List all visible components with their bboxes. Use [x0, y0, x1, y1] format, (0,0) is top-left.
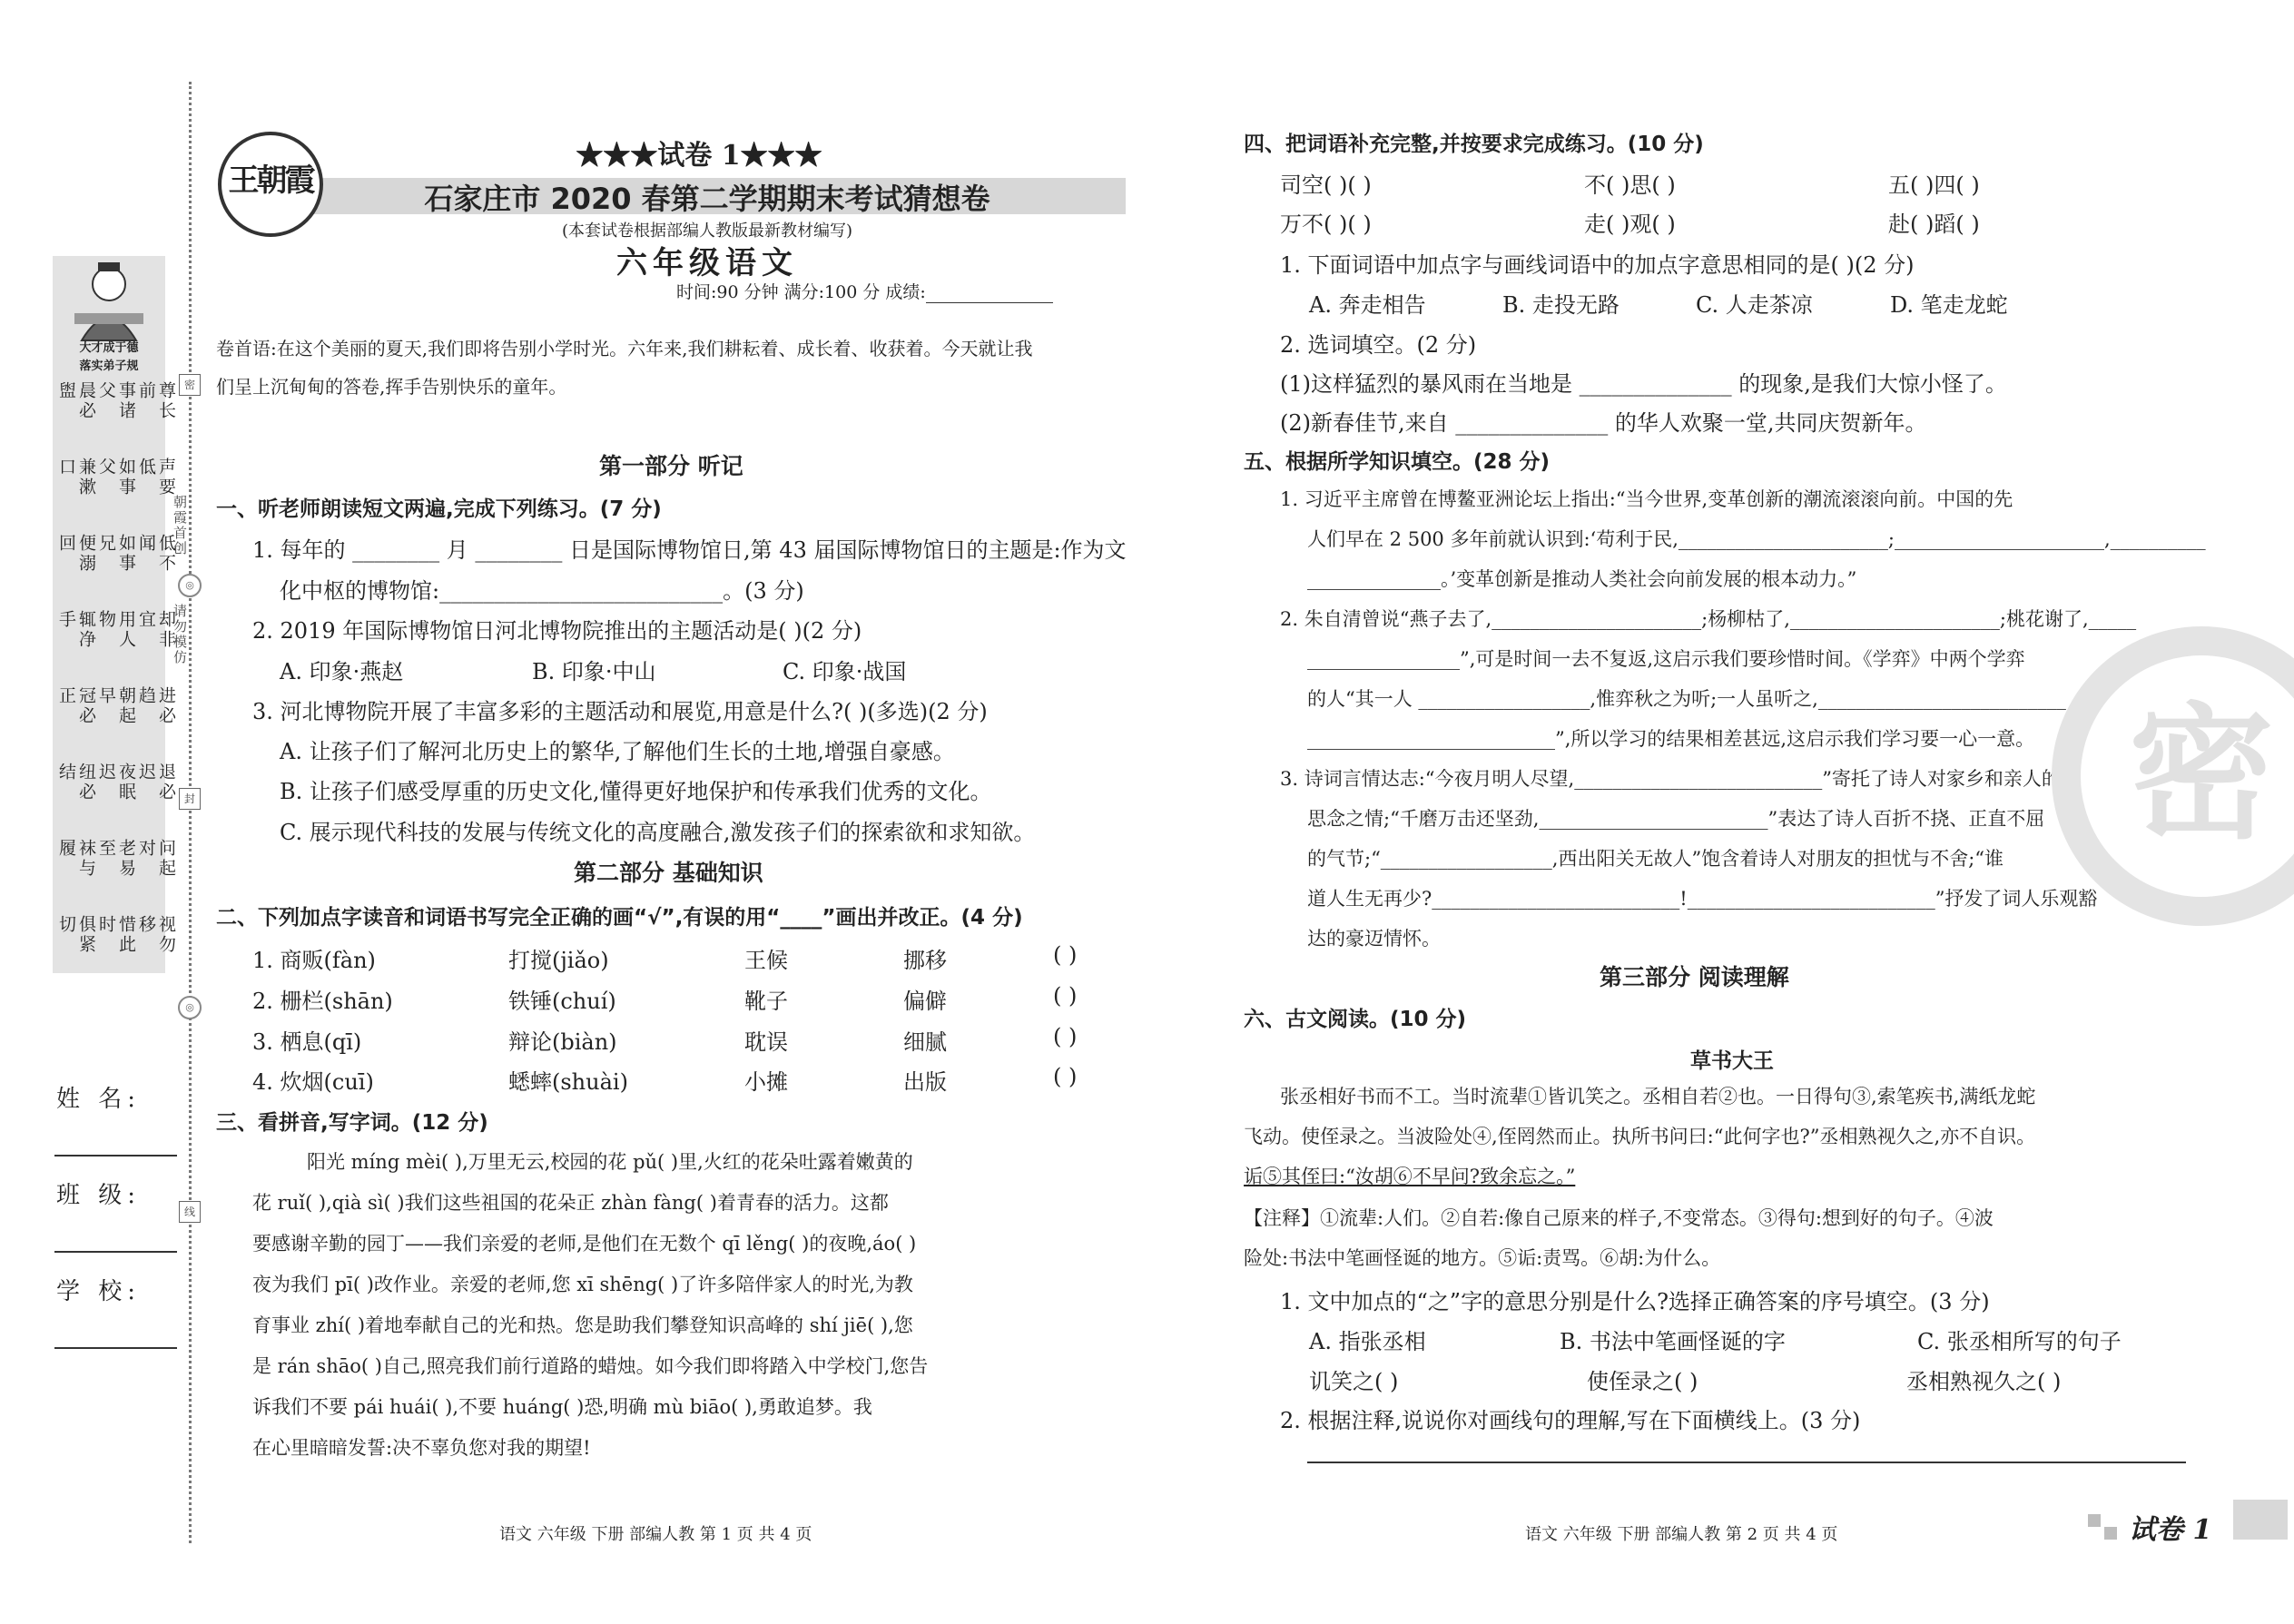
- idiom-blank[interactable]: 走( )观( ): [1584, 212, 1676, 237]
- question-heading: 四、把词语补充完整,并按要求完成练习。(10 分): [1244, 133, 1704, 156]
- brand-logo: 王朝霞: [218, 132, 323, 237]
- table-cell: 2. 栅栏(shān): [252, 989, 393, 1014]
- idiom-blank[interactable]: 司空( )( ): [1280, 172, 1372, 198]
- passage-line: 夜为我们 pī( )改作业。亲爱的老师,您 xī shēng( )了许多陪伴家人的时光,为教: [252, 1274, 913, 1295]
- fill-line: 思念之情;“千磨万击还坚劲,________________________”表达了诗人百折不挠、正直不屈: [1307, 808, 2045, 830]
- fill-line: __________________________”,所以学习的结果相差甚远,这启示我们学习要一心一意。: [1307, 728, 2035, 750]
- seal-stamp: 线: [179, 1201, 201, 1223]
- intro-text: 们呈上沉甸甸的答卷,挥手告别快乐的童年。: [216, 376, 567, 398]
- idiom-blank[interactable]: 万不( )( ): [1280, 212, 1372, 237]
- name-label: 姓 名:: [56, 1086, 142, 1113]
- school-field[interactable]: [54, 1347, 177, 1349]
- answer-blank[interactable]: 讥笑之( ): [1309, 1369, 1399, 1394]
- table-cell: 靴子: [744, 989, 788, 1014]
- option: C. 印象·战国: [783, 659, 907, 684]
- answer-blank[interactable]: ( ): [1053, 1064, 1078, 1089]
- page-label: 试卷 1: [2129, 1514, 2212, 1546]
- exam-subtitle: (本套试卷根据部编人教版最新教材编写): [561, 221, 853, 241]
- passage-line: 张丞相好书而不工。当时流辈①皆讥笑之。丞相自若②也。一日得句③,索笔疾书,满纸龙蛇: [1280, 1086, 2036, 1107]
- passage-line: 是 rán shāo( )自己,照亮我们前行道路的蜡烛。如今我们即将踏入中学校门,您告: [252, 1355, 929, 1377]
- table-cell: 4. 炊烟(cuī): [252, 1069, 374, 1095]
- confidential-watermark: 密: [2052, 626, 2294, 926]
- option: A. 让孩子们了解河北历史上的繁华,了解他们生长的土地,增强自豪感。: [280, 739, 955, 764]
- binding-hole-icon: ◎: [178, 574, 202, 597]
- answer-blank[interactable]: ( ): [1053, 1024, 1078, 1049]
- exam-meta: 时间:90 分钟 满分:100 分 成绩:: [676, 279, 1053, 303]
- page-footer: 语文 六年级 下册 部编人教 第 1 页 共 4 页: [499, 1525, 812, 1544]
- question-heading: 五、根据所学知识填空。(28 分): [1244, 450, 1551, 474]
- section-title: 第三部分 阅读理解: [1600, 964, 1789, 990]
- option: C. 张丞相所写的句子: [1917, 1329, 2122, 1354]
- option: B. 走投无路: [1502, 292, 1620, 318]
- passage-title: 草书大王: [1690, 1049, 1774, 1073]
- notes: 险处:书法中笔画怪诞的地方。⑤诟:责骂。⑥胡:为什么。: [1244, 1247, 1721, 1269]
- scholar-icon: [64, 259, 154, 342]
- question-text: 化中枢的博物馆:__________________________。(3 分): [280, 578, 804, 604]
- table-cell: 挪移: [903, 948, 947, 973]
- fill-line: 人们早在 2 500 多年前就认识到:‘苟利于民,______________________;______________________,__________: [1307, 528, 2206, 550]
- cut-line: [189, 82, 192, 1543]
- decor-square: [2088, 1514, 2101, 1527]
- motto: 大才成于德 落实弟子规: [79, 341, 139, 373]
- binding-hole-icon: ◎: [178, 996, 202, 1019]
- decor-square: [2104, 1527, 2117, 1540]
- option: C. 人走茶凉: [1696, 292, 1813, 318]
- table-cell: 出版: [903, 1069, 947, 1095]
- question-heading: 二、下列加点字读音和词语书写完全正确的画“√”,有误的用“____”画出并改正。(4 分): [216, 906, 1023, 930]
- question-heading: 三、看拼音,写字词。(12 分): [216, 1111, 488, 1135]
- question-text: 2. 选词填空。(2 分): [1280, 332, 1477, 358]
- table-cell: 辩论(biàn): [508, 1029, 617, 1055]
- question-text: 3. 河北博物院开展了丰富多彩的主题活动和展览,用意是什么?( )(多选)(2 分): [252, 699, 988, 724]
- copyright-note: 请勿模仿: [172, 604, 188, 665]
- page-footer: 语文 六年级 下册 部编人教 第 2 页 共 4 页: [1525, 1525, 1838, 1544]
- passage-line: 在心里暗暗发誓:决不辜负您对我的期望!: [252, 1437, 591, 1459]
- seal-stamp: 封: [179, 788, 201, 810]
- table-cell: 小摊: [744, 1069, 788, 1095]
- question-heading: 一、听老师朗读短文两遍,完成下列练习。(7 分): [216, 497, 662, 521]
- answer-line[interactable]: [1307, 1462, 2186, 1463]
- fill-line: 1. 习近平主席曾在博鳌亚洲论坛上指出:“当今世界,变革创新的潮流滚滚向前。中国的先: [1280, 488, 2013, 510]
- question-text: 1. 每年的 ________ 月 ________ 日是国际博物馆日,第 43 届国际博物馆日的主题是:作为文: [252, 537, 1127, 563]
- table-cell: 蟋蟀(shuài): [508, 1069, 628, 1095]
- copyright-note: 朝霞首创: [172, 495, 188, 556]
- option: B. 让孩子们感受厚重的历史文化,懂得更好地保护和传承我们优秀的文化。: [280, 779, 992, 804]
- fill-line: 2. 朱自清曾说“燕子去了,______________________;杨柳枯了,______________________;桃花谢了,_____: [1280, 608, 2137, 630]
- passage-line: 花 ruǐ( ),qià sì( )我们这些祖国的花朵正 zhàn fàng( )着青春的活力。这都: [252, 1192, 889, 1214]
- fill-line: 3. 诗词言情达志:“今夜月明人尽望,__________________________”寄托了诗人对家乡和亲人的: [1280, 768, 2061, 790]
- name-field[interactable]: [54, 1155, 177, 1156]
- table-cell: 1. 商贩(fàn): [252, 948, 376, 973]
- table-cell: 偏僻: [903, 989, 947, 1014]
- section-title: 第一部分 听记: [599, 453, 743, 479]
- option: C. 展示现代科技的发展与传统文化的高度融合,激发孩子们的探索欲和求知欲。: [280, 820, 1036, 845]
- class-label: 班 级:: [56, 1182, 142, 1209]
- passage-line: 飞动。使侄录之。当波险处④,侄罔然而止。执所书问曰:“此何字也?”丞相熟视久之,亦不自识。: [1244, 1126, 2036, 1147]
- class-field[interactable]: [54, 1251, 177, 1253]
- idiom-blank[interactable]: 不( )思( ): [1584, 172, 1676, 198]
- option: A. 印象·燕赵: [280, 659, 404, 684]
- option: B. 书法中笔画怪诞的字: [1560, 1329, 1786, 1354]
- grade-subject: 六年级语文: [616, 245, 798, 281]
- option: A. 奔走相告: [1309, 292, 1426, 318]
- underlined-sentence: 诟⑤其侄曰:“汝胡⑥不早问?致余忘之。”: [1244, 1166, 1576, 1187]
- question-text: 2. 2019 年国际博物馆日河北博物院推出的主题活动是( )(2 分): [252, 618, 862, 644]
- answer-blank[interactable]: ( ): [1053, 983, 1078, 1009]
- notes: 【注释】①流辈:人们。②自若:像自己原来的样子,不变常态。③得句:想到好的句子。④波: [1244, 1207, 1994, 1229]
- passage-line: 育事业 zhí( )着地奉献自己的光和热。您是助我们攀登知识高峰的 shí jiē( ),您: [252, 1314, 913, 1336]
- table-cell: 王候: [744, 948, 788, 973]
- question-text: 1. 文中加点的“之”字的意思分别是什么?选择正确答案的序号填空。(3 分): [1280, 1289, 1990, 1314]
- table-cell: 耽误: [744, 1029, 788, 1055]
- table-cell: 铁锤(chuí): [508, 989, 616, 1014]
- passage-line: 要感谢辛勤的园丁——我们亲爱的老师,是他们在无数个 qī lěng( )的夜晚,áo( ): [252, 1233, 917, 1255]
- question-text: (1)这样猛烈的暴风雨在当地是 ______________ 的现象,是我们大惊小怪了。: [1280, 371, 2007, 397]
- section-title: 第二部分 基础知识: [574, 860, 763, 886]
- question-text: (2)新春佳节,来自 ______________ 的华人欢聚一堂,共同庆贺新年。: [1280, 410, 1927, 436]
- idiom-blank[interactable]: 五( )四( ): [1888, 172, 1980, 198]
- option: D. 笔走龙蛇: [1890, 292, 2008, 318]
- exam-label: ★★★试卷 1★★★: [576, 140, 822, 172]
- fill-line: ______________。’变革创新是推动人类社会向前发展的根本动力。”: [1307, 568, 1857, 590]
- table-cell: 细腻: [903, 1029, 947, 1055]
- seal-stamp: 密: [179, 374, 201, 396]
- exam-title: 石家庄市 2020 春第二学期期末考试猜想卷: [424, 182, 990, 216]
- dizigui-poem: 晨必盥 事诸父 尊长前 兼漱口 如事父 声要低 便溺回 如事兄 低不闻 辄净手 用人物 却非宜 冠必正 朝起早 进必趋 纽必结 夜眠迟 退必迟 袜与履 老易至 问起对 俱紧切 惜此时 视勿移: [56, 381, 176, 955]
- question-text: 1. 下面词语中加点字与画线词语中的加点字意思相同的是( )(2 分): [1280, 252, 1915, 278]
- fill-line: 达的豪迈情怀。: [1307, 928, 1441, 950]
- table-cell: 打搅(jiǎo): [508, 948, 609, 973]
- question-heading: 六、古文阅读。(10 分): [1244, 1008, 1467, 1031]
- table-cell: 3. 栖息(qī): [252, 1029, 362, 1055]
- fill-line: ________________”,可是时间一去不复返,这启示我们要珍惜时间。《学弈》中两个学弈: [1307, 648, 2025, 670]
- passage-line: 诉我们不要 pái huái( ),不要 huáng( )恐,明确 mù biāo( ),勇敢追梦。我: [252, 1396, 872, 1418]
- fill-line: 的人“其一人 __________________,惟弈秋之为听;一人虽听之,__________________________: [1307, 688, 2066, 710]
- option: B. 印象·中山: [532, 659, 656, 684]
- intro-text: 卷首语:在这个美丽的夏天,我们即将告别小学时光。六年来,我们耕耘着、成长着、收获着。今天就让我: [216, 338, 1033, 359]
- option: A. 指张丞相: [1309, 1329, 1426, 1354]
- idiom-blank[interactable]: 赴( )蹈( ): [1888, 212, 1980, 237]
- answer-blank[interactable]: 使侄录之( ): [1587, 1369, 1698, 1394]
- passage-line: 阳光 míng mèi( ),万里无云,校园的花 pǔ( )里,火红的花朵吐露着嫩黄的: [307, 1151, 913, 1173]
- fill-line: 道人生无再少?__________________________!__________________________”抒发了词人乐观豁: [1307, 888, 2098, 910]
- answer-blank[interactable]: ( ): [1053, 942, 1078, 968]
- answer-blank[interactable]: 丞相熟视久之( ): [1906, 1369, 2062, 1394]
- decor-block: [2233, 1500, 2288, 1540]
- school-label: 学 校:: [56, 1278, 142, 1305]
- question-text: 2. 根据注释,说说你对画线句的理解,写在下面横线上。(3 分): [1280, 1408, 1861, 1433]
- fill-line: 的气节;“__________________,西出阳关无故人”饱含着诗人对朋友的担忧与不舍;“谁: [1307, 848, 2004, 870]
